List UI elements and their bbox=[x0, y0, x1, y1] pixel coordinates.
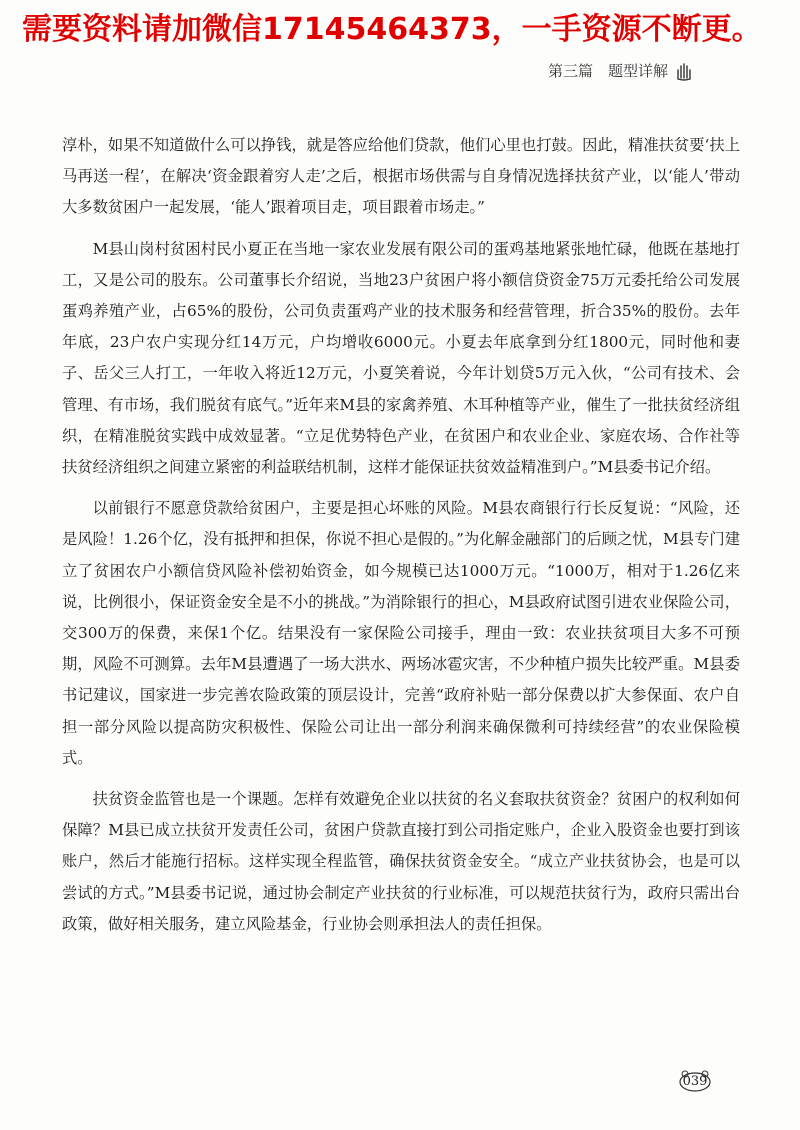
hand-icon bbox=[674, 61, 694, 81]
section-header bbox=[548, 60, 694, 81]
paragraph-1: 淳朴，如果不知道做什么可以挣钱，就是答应给他们贷款，他们心里也打鼓。因此，精准扶贫要‘扶上马再送一程’，在解决‘资金跟着穷人走’之后，根据市场供需与自身情况选择扶贫产业，以‘能人’带动大多数贫困户一起发展，‘能人’跟着项目走，项目跟着市场走。” bbox=[62, 136, 740, 217]
paragraph-4: 扶贫资金监管也是一个课题。怎样有效避免企业以扶贫的名义套取扶贫资金？贫困户的权利如何保障？M县已成立扶贫开发责任公司，贫困户贷款直接打到公司指定账户，企业入股资金也要打到该账户，然后才能施行招标。这样实现全程监管，确保扶贫资金安全。“成立产业扶贫协会，也是可以尝试的方式。”M县委书记说，通过协会制定产业扶贫的行业标准，可以规范扶贫行为，政府只需出台政策，做好相关服务，建立风险基金，行业协会则承担法人的责任担保。 bbox=[62, 790, 740, 933]
page-number bbox=[678, 1070, 712, 1092]
article-body bbox=[62, 130, 740, 950]
page-number-text: 039 bbox=[682, 1073, 708, 1089]
section-title: 第三篇 题型详解 bbox=[548, 62, 669, 80]
watermark-banner: 需要资料请加微信17145464373，一手资源不断更。 bbox=[22, 12, 762, 47]
paragraph-2: M县山岗村贫困村民小夏正在当地一家农业发展有限公司的蛋鸡基地紧张地忙碌，他既在基地打工，又是公司的股东。公司董事长介绍说，当地23户贫困户将小额信贷资金75万元委托给公司发展蛋鸡养殖产业，占65%的股份，公司负责蛋鸡产业的技术服务和经营管理，折合35%的股份。去年年底，23户农户实现分红14万元，户均增收6000元。小夏去年底拿到分红1800元，同时他和妻子、岳父三人打工，一年收入将近12万元，小夏笑着说，今年计划贷5万元入伙，“公司有技术、会管理、有市场，我们脱贫有底气。”近年来M县的家禽养殖、木耳种植等产业，催生了一批扶贫经济组织，在精准脱贫实践中成效显著。“立足优势特色产业，在贫困户和农业企业、家庭农场、合作社等扶贫经济组织之间建立紧密的利益联结机制，这样才能保证扶贫效益精准到户。”M县委书记介绍。 bbox=[62, 239, 740, 477]
paragraph-3: 以前银行不愿意贷款给贫困户，主要是担心坏账的风险。M县农商银行行长反复说：“风险，还是风险！1.26个亿，没有抵押和担保，你说不担心是假的。”为化解金融部门的后顾之忧，M县专门建立了贫困农户小额信贷风险补偿初始资金，如今规模已达1000万元。“1000万，相对于1.26亿来说，比例很小，保证资金安全是不小的挑战。”为消除银行的担心，M县政府试图引进农业保险公司，交300万的保费，来保1个亿。结果没有一家保险公司接手，理由一致：农业扶贫项目大多不可预期，风险不可测算。去年M县遭遇了一场大洪水、两场冰雹灾害，不少种植户损失比较严重。M县委书记建议，国家进一步完善农险政策的顶层设计，完善“政府补贴一部分保费以扩大参保面、农户自担一部分风险以提高防灾积极性、保险公司让出一部分利润来确保微利可持续经营”的农业保险模式。 bbox=[62, 499, 740, 767]
